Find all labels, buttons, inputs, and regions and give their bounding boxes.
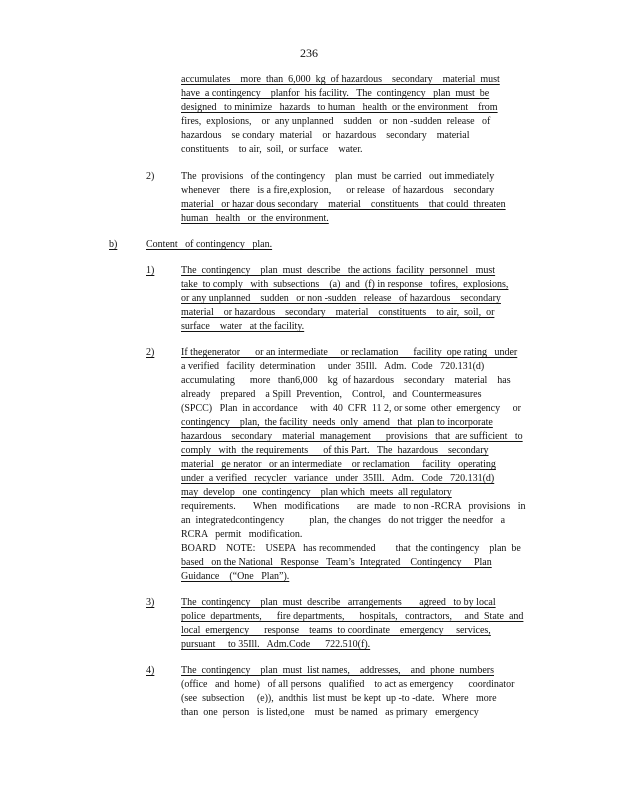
text-line: The contingency plan must describe arrangements agreed to by local <box>181 597 496 608</box>
text-line: If thegenerator or an intermediate or reclamation facility ope rating under <box>181 347 518 358</box>
text-line: take to comply with subsections (a) and (f) in response tofires, explosions, <box>181 279 509 290</box>
text-line: already prepared a Spill Prevention, Control, and Countermeasures <box>181 389 482 400</box>
text-line: accumulating more than6,000 kg of hazardous secondary material has <box>181 375 511 386</box>
item-label: 3) <box>146 597 155 608</box>
section-heading: Content of contingency plan. <box>146 239 273 250</box>
section-label: b) <box>109 239 118 250</box>
text-line: comply with the requirements of this Part. The hazardous secondary <box>181 445 489 456</box>
text-line: RCRA permit modification. <box>181 529 303 540</box>
item-label: 1) <box>146 265 155 276</box>
text-line: human health or the environment. <box>181 213 329 224</box>
item-label: 2) <box>146 347 155 358</box>
text-line: material or hazardous secondary material constituents to air, soil, or <box>181 307 495 318</box>
page-number: 236 <box>300 46 318 60</box>
text-line: local emergency response teams to coordinate emergency services, <box>181 625 491 636</box>
text-line: based on the National Response Team’s Integrated Contingency Plan <box>181 557 492 568</box>
text-line: than one person is listed,one must be named as primary emergency <box>181 707 479 718</box>
text-line: fires, explosions, or any unplanned sudden or non -sudden release of <box>181 116 491 127</box>
text-line: pursuant to 35Ill. Adm.Code 722.510(f). <box>181 639 371 650</box>
text-line: The provisions of the contingency plan must be carried out immediately <box>181 171 495 182</box>
text-line: The contingency plan must describe the actions facility personnel must <box>181 265 496 276</box>
text-line: material or hazar dous secondary material constituents that could threaten <box>181 199 506 210</box>
text-line: whenever there is a fire,explosion, or release of hazardous secondary <box>181 185 495 196</box>
item-label: 2) <box>146 171 155 182</box>
text-line: (SPCC) Plan in accordance with 40 CFR 11 2, or some other emergency or <box>181 403 521 414</box>
text-line: constituents to air, soil, or surface water. <box>181 144 363 155</box>
text-line: hazardous se condary material or hazardous secondary material <box>181 130 470 141</box>
text-line: hazardous secondary material management provisions that are sufficient to <box>181 431 523 442</box>
text-line: (see subsection (e)), andthis list must be kept up -to -date. Where more <box>181 693 497 704</box>
board-note-line: BOARD NOTE: USEPA has recommended that the contingency plan be <box>181 543 521 554</box>
text-line: material ge nerator or an intermediate or reclamation facility operating <box>181 459 496 470</box>
text-line: surface water at the facility. <box>181 321 305 332</box>
text-line: or any unplanned sudden or non -sudden release of hazardous secondary <box>181 293 501 304</box>
text-line: contingency plan, the facility needs only amend that plan to incorporate <box>181 417 493 428</box>
text-line: The contingency plan must list names, addresses, and phone numbers <box>181 665 494 676</box>
text-line: may develop one contingency plan which meets all regulatory <box>181 487 452 498</box>
text-line: have a contingency planfor his facility. The contingency plan must be <box>181 88 490 99</box>
text-line: police departments, fire departments, hospitals, contractors, and State and <box>181 611 524 622</box>
text-line: a verified facility determination under 35Ill. Adm. Code 720.131(d) <box>181 361 485 372</box>
text-line: designed to minimize hazards to human health or the environment from <box>181 102 498 113</box>
item-label: 4) <box>146 665 155 676</box>
text-line: accumulates more than 6,000 kg of hazardous secondary material must <box>181 74 500 85</box>
text-line: (office and home) of all persons qualified to act as emergency coordinator <box>181 679 515 690</box>
text-line: requirements. When modifications are made to non -RCRA provisions in <box>181 501 526 512</box>
text-line: Guidance (“One Plan”). <box>181 571 290 582</box>
text-line: an integratedcontingency plan, the changes do not trigger the needfor a <box>181 515 506 526</box>
text-line: under a verified recycler variance under 35Ill. Adm. Code 720.131(d) <box>181 473 495 484</box>
